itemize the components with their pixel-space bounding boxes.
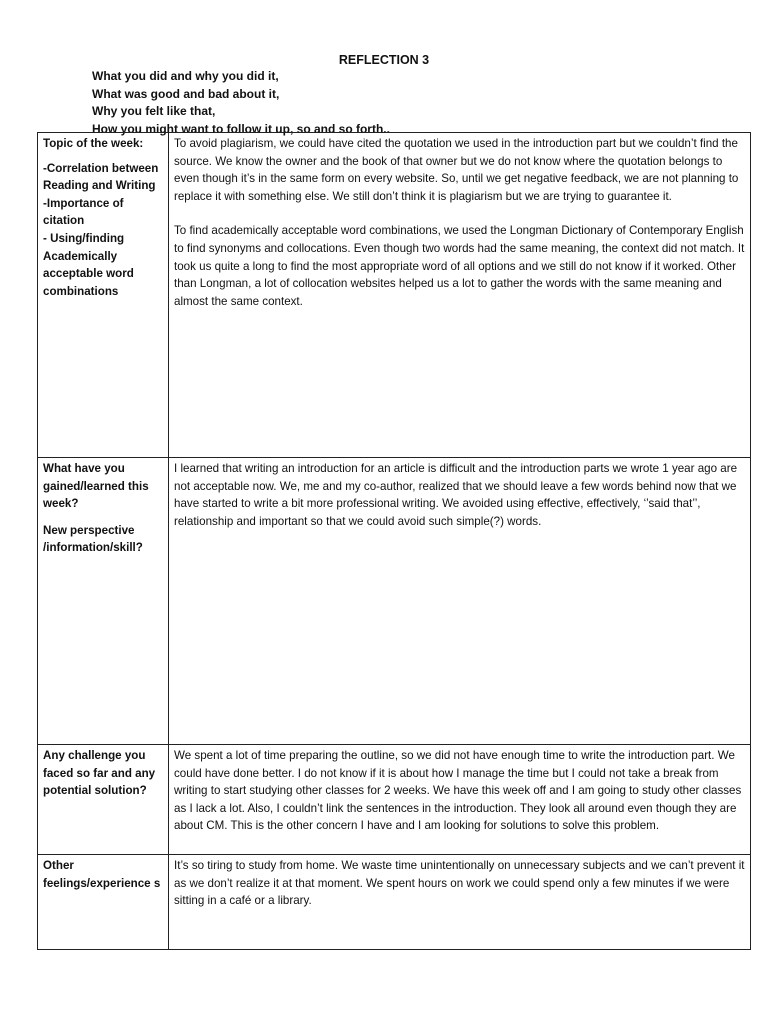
row-content-cell	[169, 458, 751, 745]
row-content-cell	[169, 133, 751, 458]
content-paragraph: To avoid plagiarism, we could have cited the quotation we used in the introduction part but we couldn’t find the source. We know the owner and the book of that owner but we do not know where the quotation belongs to even though it’s in the same form on every website. So, until we get negative feedback, we are not planning to replace it with something else. We still don’t think it is plagiarism but we are trying to guarantee it.	[174, 137, 739, 203]
content-paragraph: It’s so tiring to study from home. We waste time unintentionally on unnecessary subjects and we can’t prevent it as we don’t realize it at that moment. We spent hours on work we could spend only a few minutes if we were sitting in a café or a library.	[174, 859, 745, 908]
row-label-cell	[38, 133, 169, 458]
table-row-topic	[38, 133, 751, 458]
row-content-cell	[169, 745, 751, 855]
table-row-challenge	[38, 745, 751, 855]
prompt-line: Why you felt like that,	[92, 104, 216, 118]
prompt-line: What you did and why you did it,	[92, 69, 279, 83]
table-row-feelings	[38, 855, 751, 950]
row-label-secondary: New perspective /information/skill?	[43, 523, 143, 555]
table-row-learned	[38, 458, 751, 745]
document-title: REFLECTION 3	[338, 53, 430, 67]
row-content-cell	[169, 855, 751, 950]
prompt-line: What was good and bad about it,	[92, 86, 280, 101]
row-label: Any challenge you faced so far and any potential solution?	[43, 749, 156, 798]
reflection-table	[37, 132, 751, 950]
row-label-cell	[38, 458, 169, 745]
topic-item: - Using/finding Academically acceptable word combinations	[43, 231, 134, 298]
row-label: Topic of the week:	[43, 137, 144, 150]
row-label: Other feelings/experience s	[43, 859, 161, 890]
row-label: What have you gained/learned this week?	[43, 462, 149, 511]
topic-item: -Importance of citation	[43, 196, 124, 228]
content-paragraph: To find academically acceptable word combinations, we used the Longman Dictionary of Contemporary English to find synonyms and collocations. Even though two words had the same meaning, the context did not match. It took us quite a long to find the most appropriate word of all options and we still do not know if it worked. Other than Longman, a lot of collocation websites helped us a lot to gather the words with the same meaning and almost the same context.	[174, 224, 745, 308]
reflection-prompts	[92, 68, 390, 138]
topic-item: -Correlation between Reading and Writing	[43, 161, 159, 193]
topic-list	[43, 160, 163, 301]
content-paragraph: We spent a lot of time preparing the outline, so we did not have enough time to write the introduction part. We could have done better. I do not know if it is about how I manage the time but I could not take a break from writing to start studying other classes for 2 weeks. We have this week off and I am going to study other classes as I lack a lot. Also, I couldn’t link the sentences in the introduction. They look all around even though they are about CM. This is the other concern I have and I am looking for solutions to solve this problem.	[174, 749, 742, 833]
prompt-line: How you might want to follow it up, so and so forth..	[92, 121, 390, 136]
row-label-cell	[38, 855, 169, 950]
row-label-cell	[38, 745, 169, 855]
content-paragraph: I learned that writing an introduction for an article is difficult and the introduction parts we wrote 1 year ago are not acceptable now. We, me and my co-author, realized that we should leave a few words behind now that we have started to write a bit more professional writing. We avoided using effective, effectively, ‘’said that’’, relationship and important so that we could avoid such simple(?) words.	[174, 462, 738, 528]
